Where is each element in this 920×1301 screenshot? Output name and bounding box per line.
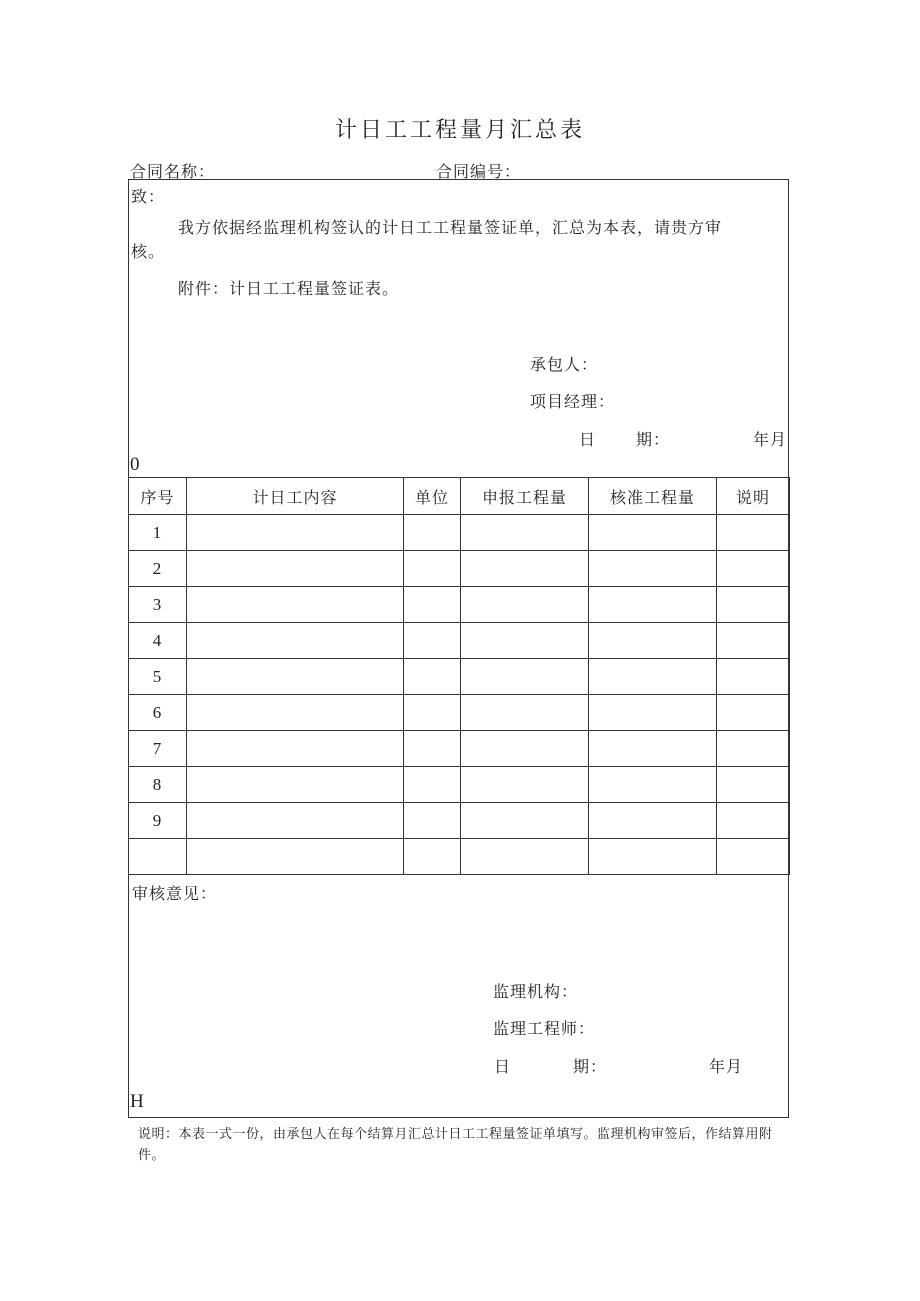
table-row — [129, 839, 790, 875]
content-cell[interactable] — [187, 515, 404, 551]
declared-qty-cell[interactable] — [461, 587, 589, 623]
workload-table — [128, 477, 790, 875]
remark-cell[interactable] — [717, 515, 790, 551]
content-cell[interactable] — [187, 623, 404, 659]
letter-body-line-2: 核。 — [131, 242, 166, 261]
approved-qty-cell[interactable] — [589, 767, 717, 803]
remark-cell[interactable] — [717, 587, 790, 623]
table-row — [129, 587, 790, 623]
table-row — [129, 551, 790, 587]
declared-qty-cell[interactable] — [461, 659, 589, 695]
column-header: 单位 — [404, 478, 461, 515]
table-row — [129, 623, 790, 659]
row-number: 9 — [129, 803, 187, 839]
declared-qty-cell[interactable] — [461, 731, 589, 767]
declared-qty-cell[interactable] — [461, 839, 589, 875]
unit-cell[interactable] — [404, 767, 461, 803]
unit-cell[interactable] — [404, 551, 461, 587]
contractor-label: 承包人： — [530, 355, 599, 374]
row-number: 5 — [129, 659, 187, 695]
remark-cell[interactable] — [717, 731, 790, 767]
row-number: 3 — [129, 587, 187, 623]
declared-qty-cell[interactable] — [461, 767, 589, 803]
table-row — [129, 695, 790, 731]
approved-qty-cell[interactable] — [589, 659, 717, 695]
attachment-line: 附件：计日工工程量签证表。 — [178, 279, 400, 298]
date-label-ri: 日 — [579, 430, 597, 449]
content-cell[interactable] — [187, 731, 404, 767]
footer-note: 说明：本表一式一份，由承包人在每个结算月汇总计日工工程量签证单填写。监理机构审签后，作结算用附件。 — [138, 1127, 773, 1163]
date-label-qi: 期： — [636, 430, 671, 449]
row-number: 4 — [129, 623, 187, 659]
remark-cell[interactable] — [717, 803, 790, 839]
remark-cell[interactable] — [717, 623, 790, 659]
approved-qty-cell[interactable] — [589, 551, 717, 587]
supervision-engineer-label: 监理工程师： — [493, 1019, 596, 1038]
declared-qty-cell[interactable] — [461, 695, 589, 731]
table-header-row — [129, 478, 790, 515]
column-header: 计日工内容 — [187, 478, 404, 515]
remark-cell[interactable] — [717, 659, 790, 695]
column-header: 申报工程量 — [461, 478, 589, 515]
supervision-org-label: 监理机构： — [493, 982, 579, 1001]
row-number: 7 — [129, 731, 187, 767]
project-manager-label: 项目经理： — [530, 392, 616, 411]
row-number: 8 — [129, 767, 187, 803]
approved-qty-cell[interactable] — [589, 515, 717, 551]
contract-number-label: 合同编号： — [436, 162, 522, 181]
unit-cell[interactable] — [404, 695, 461, 731]
remark-cell[interactable] — [717, 839, 790, 875]
approved-qty-cell[interactable] — [589, 623, 717, 659]
content-cell[interactable] — [187, 803, 404, 839]
approved-qty-cell[interactable] — [589, 731, 717, 767]
review-opinion-label: 审核意见： — [132, 884, 218, 903]
table-row — [129, 515, 790, 551]
unit-cell[interactable] — [404, 623, 461, 659]
content-cell[interactable] — [187, 767, 404, 803]
declared-qty-cell[interactable] — [461, 551, 589, 587]
declared-qty-cell[interactable] — [461, 623, 589, 659]
review-date-year-month: 年月 — [709, 1057, 744, 1076]
unit-cell[interactable] — [404, 803, 461, 839]
table-row — [129, 659, 790, 695]
page-title: 计日工工程量月汇总表 — [334, 118, 585, 143]
row-number: 2 — [129, 551, 187, 587]
content-cell[interactable] — [187, 839, 404, 875]
contract-name-label: 合同名称： — [130, 162, 216, 181]
remark-cell[interactable] — [717, 695, 790, 731]
approved-qty-cell[interactable] — [589, 839, 717, 875]
unit-cell[interactable] — [404, 515, 461, 551]
addressee-label: 致： — [131, 187, 166, 206]
table-row — [129, 803, 790, 839]
date-year-month: 年月 — [753, 430, 788, 449]
row-number: 6 — [129, 695, 187, 731]
review-date-label-qi: 期： — [573, 1057, 608, 1076]
column-header: 说明 — [717, 478, 790, 515]
content-cell[interactable] — [187, 659, 404, 695]
unit-cell[interactable] — [404, 731, 461, 767]
unit-cell[interactable] — [404, 587, 461, 623]
letter-body-line-1: 我方依据经监理机构签认的计日工工程量签证单，汇总为本表，请贵方审 — [178, 218, 723, 237]
section-mark-zero: 0 — [130, 454, 140, 475]
content-cell[interactable] — [187, 587, 404, 623]
unit-cell[interactable] — [404, 839, 461, 875]
section-mark-h: H — [130, 1091, 144, 1112]
declared-qty-cell[interactable] — [461, 803, 589, 839]
remark-cell[interactable] — [717, 767, 790, 803]
declared-qty-cell[interactable] — [461, 515, 589, 551]
column-header: 核准工程量 — [589, 478, 717, 515]
content-cell[interactable] — [187, 695, 404, 731]
column-header: 序号 — [129, 478, 187, 515]
content-cell[interactable] — [187, 551, 404, 587]
table-row — [129, 767, 790, 803]
row-number — [129, 839, 187, 875]
unit-cell[interactable] — [404, 659, 461, 695]
remark-cell[interactable] — [717, 551, 790, 587]
approved-qty-cell[interactable] — [589, 587, 717, 623]
row-number: 1 — [129, 515, 187, 551]
review-date-label-ri: 日 — [494, 1057, 512, 1076]
approved-qty-cell[interactable] — [589, 803, 717, 839]
approved-qty-cell[interactable] — [589, 695, 717, 731]
table-row — [129, 731, 790, 767]
